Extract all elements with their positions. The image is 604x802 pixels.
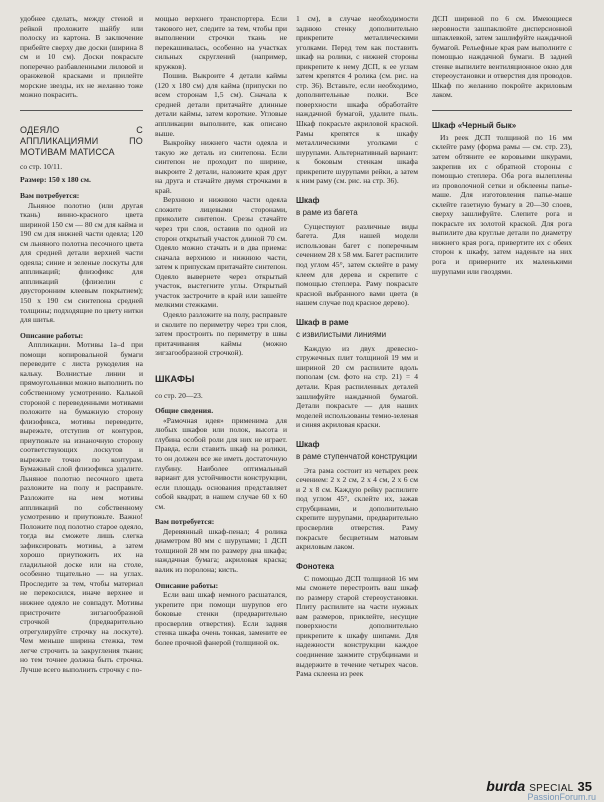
paragraph: 1 см), в случае необходимости заднюю стенку дополнительно прикрепите металлическими уголками. Перед тем как поставить шкаф на ролики, с нижней стороны прикрепите к нему ДСП, к ее углам затем крепятся 4 ролика (см. рис. на стр. 36). Вставьте, если необходимо, дополнительные полки. Все поверхности шкафа обработайте наждачной бумагой, удалите пыль. Шкаф покрасьте акриловой краской. Рамы крепятся к шкафу металлическими уголками с шурупами. Альтернативный вариант: к боковым стенкам шкафа прикрепите шурупами рейки, а затем к ним раму (см. рис. на стр. 36). <box>296 14 418 186</box>
paragraph: ДСП шириной по 6 см. Имеющиеся неровности зашпаклюйте дисперсионной шпаклевкой, затем зашлифуйте наждачной бумагой. Рельефные края рам выполните с помощью наждачной бумаги. В задней стенке выпилите вентиляционное окно для стереоустановки и отверстия для проводов. Шкаф по желанию покройте акриловым лаком. <box>432 14 572 100</box>
section-title-quilt: ОДЕЯЛО С АППЛИКАЦИЯМИ ПО МОТИВАМ МАТИССА <box>20 124 143 157</box>
instructions-heading: Описание работы: <box>155 580 219 590</box>
size: Размер: 150 x 180 см. <box>20 175 91 185</box>
divider <box>432 110 572 111</box>
subsection-title: Шкаф <box>296 195 320 205</box>
subsection-subtitle: в раме из багета <box>296 207 358 217</box>
instructions-text: Аппликации. Мотивы 1а–d при помощи копировальной бумаги переведите с листа рукоделия на кальку. Волнистые линии и прямоугольники можно выполнить по собственному усмотрению. Калькой стороной с переведенными мотивами положите на бумажную сторону флизофикса, мотивы переведите, вырежьте, отступив от контуров, приутюжьте на изнаночную сторону соответствующих лоскутов и вырежьте точно по контурам. Бумажный слой флизофикса удалите. Льняное полотно песочного цвета разложите на полу и расправьте. Разложите на нем мотивы аппликаций по собственному усмотрению и приутюжьте. Важно! Положите под полотно старое одеяло, тогда вы сможете лишь слегка зафиксировать мотивы, а затем хорошо приутюжить их на гладильной доске или на столе, особенно тщательно — на углах. Проследите за тем, чтобы материал не перекосился, иначе верхнее и нижнее одеяло не совпадут. Мотивы пристрочите зигзагообразной строчкой (предварительно отрегулируйте строчку на лоскуте). Чем меньше ширина стежка, тем легче строчить за закругления ткани; но тем точнее должна быть строчка. Лучше всего выполнить строчку с по- <box>20 340 143 674</box>
subsection-title: Шкаф «Черный бык» <box>432 120 517 130</box>
materials-text: Деревянный шкаф-пенал; 4 ролика диаметром 80 мм с шурупами; 1 ДСП толщиной 28 мм по размеру дна шкафа; наждачная бумага; акриловая краска; валик из поролона; кисть. <box>155 526 287 574</box>
edition-label: SPECIAL <box>529 783 574 794</box>
paragraph: удобнее сделать, между стеной и рейкой проложите шайбу или полоску из картона. В заключение прибейте сверху две доски (ширина 8 см и 10 см). Доски покрасьте поперечно разбавленными лиловой и оранжевой красками и прилейте морские звезды, их не желанно тоже можно покрасить. <box>20 14 143 100</box>
column-1 <box>20 14 143 674</box>
page-ref: со стр. 20—23. <box>155 390 203 400</box>
paragraph: Из реек ДСП толщиной по 16 мм склейте раму (форма рамы — см. стр. 23), затем обтяните ее коровьими шкурами, закрепив их с обратной стороны с помощью степлера. Оба рога вылеплены из проволочной сетки и обклеены папье-маше. Для изготовления папье-маше склейте газетную бумагу в 20—30 слоев, сверху зашлифуйте. Слепите рога и покрасьте их золотой краской. Для рога выпилите два круглые детали по диаметру нижнего края рога, привертите их с обеих сторон к шкафу, затем наденьте на них рога и приверните их маленькими шурупами или гвоздями. <box>432 132 572 276</box>
divider <box>20 110 143 111</box>
materials-heading: Вам потребуется: <box>20 191 80 201</box>
instructions-text: Если ваш шкаф немного расшатался, укрепите при помощи шурупов его боковые стенки (предварительно просверлив отверстия). Если задняя стенка шкафа очень тонкая, замените ее более прочной фанерой (толщиной ок. <box>155 590 287 647</box>
paragraph: Каждую из двух древесно-стружечных плит толщиной 19 мм и шириной 20 см распилите вдоль пополам (см. фото на стр. 21) = 4 детали. Края распиленных деталей зашлифуйте наждачной бумагой. Детали покрасьте — для наших моделей использованы темно-зеленая и синяя акриловая краски. <box>296 343 418 430</box>
materials-heading: Вам потребуется: <box>155 517 215 527</box>
instructions-heading: Описание работы: <box>20 330 84 340</box>
brand-logo: burda <box>486 778 526 794</box>
column-2 <box>155 14 287 647</box>
watermark: PassionForum.ru <box>527 792 596 802</box>
subsection-subtitle: с извилистыми линиями <box>296 329 387 339</box>
general-text: «Рамочная идея» применима для любых шкафов или полок, высота и глубина особой роли для них не играет. Правда, если ставить шкаф на ролики, то он должен все же иметь достаточную глубину. Наиболее оптимальный вариант для устойчивости конструкции, если площадь основания представляет собой квадрат, в нашем случае 60 х 60 см. <box>155 415 287 511</box>
subsection-subtitle: в раме ступенчатой конструкции <box>296 451 418 461</box>
materials-text: Льняное полотно (или другая ткань) винно-красного цвета шириной 150 см — 80 см для кайма и 190 см для нижней части одеяла; 120 см льняного полотна песочного цвета для средней детали верхней части одеяла; синие и зеленые лоскуты для аппликаций; флизофикс для аппликаций (флизелин с двусторонним клеевым покрытием); 150 х 190 см синтепона средней толщины; подходящие по цвету нитки для шитья. <box>20 200 144 325</box>
paragraph: Одеяло разложите на полу, расправьте и сколите по периметру через три слоя, затем простроить по периметру в швы притачивания каймы (можно зигзагообразной строчкой). <box>155 309 287 358</box>
page-number: 35 <box>577 779 592 794</box>
subsection-title: Шкаф в раме <box>296 317 349 327</box>
paragraph: Выкройку нижнего части одеяла и такую же деталь из синтепона. Если синтепон не проходит по ширине, выкроите 2 детали, наложите края друг на друга и стачайте двумя строчками в край. <box>155 138 287 195</box>
column-4 <box>432 14 572 276</box>
paragraph: Верхнюю и нижнюю части одеяла сложите лицевыми сторонами, приколите синтепон. Срезы стачайте через три слоя, оставив по одной из сторон открытый участок длиной 70 см. Одеяло можно стачать и в два приема: сначала верхнюю и нижнюю части, затем к припускам притачайте синтепон. Одеяло вывернете через открытый участок, выстегните углы. Открытый участок застрочите в край или зашейте мелкими стежками. <box>155 195 287 310</box>
section-title-cabinets: ШКАФЫ <box>155 373 195 385</box>
paragraph: С помощью ДСП толщиной 16 мм мы сможете перестроить ваш шкаф по размеру старой стереоустановки. Плиту распилите на части нужных вам размеров, приклейте, несущие поверхности дополнительно прикрепите к шкафу шипами. Для надежности конструкции каждое соединение зажмите струбцинами и выдержите в течение четырех часов. Рама склеена из реек <box>296 573 418 679</box>
general-heading: Общие сведения. <box>155 406 214 416</box>
column-3 <box>296 14 418 679</box>
paragraph: мощью верхнего транспортера. Если такового нет, следите за тем, чтобы при выполнении строчки ткань не перекашивалась, особенно на участках сильных скруглений (например, кружков). <box>155 14 287 71</box>
subsection-title: Фонотека <box>296 561 335 571</box>
page-ref: со стр. 10/11. <box>20 161 63 171</box>
paragraph: Эта рама состоит из четырех реек сечением: 2 х 2 см, 2 х 4 см, 2 х 6 см и 2 х 8 см. Каждую рейку распилите под углом 45°, склейте их, зажав струбцинами, и дополнительно скрепите шурупами, предварительно просверлив отверстия. Раму покрасьте бесцветным матовым акриловым лаком. <box>296 465 418 552</box>
paragraph: Пошив. Выкроите 4 детали каймы (120 х 180 см) для кайма (припуски по всем сторонам 1,5 см). Сначала к средней детали притачайте длинные детали каймы, затем короткие. Угловые аппликации выполните, как описано выше. <box>155 71 287 138</box>
subsection-title: Шкаф <box>296 439 320 449</box>
paragraph: Существуют различные виды багета. Для нашей модели использован багет с поперечным сечением 28 х 58 мм. Багет распилите под углом 45°, затем склейте в раму клеем для дерева и скрепите с помощью степлера. Раму покрасьте красной выбранного вами цвета (в нашем случае под красное дерево). <box>296 221 418 308</box>
